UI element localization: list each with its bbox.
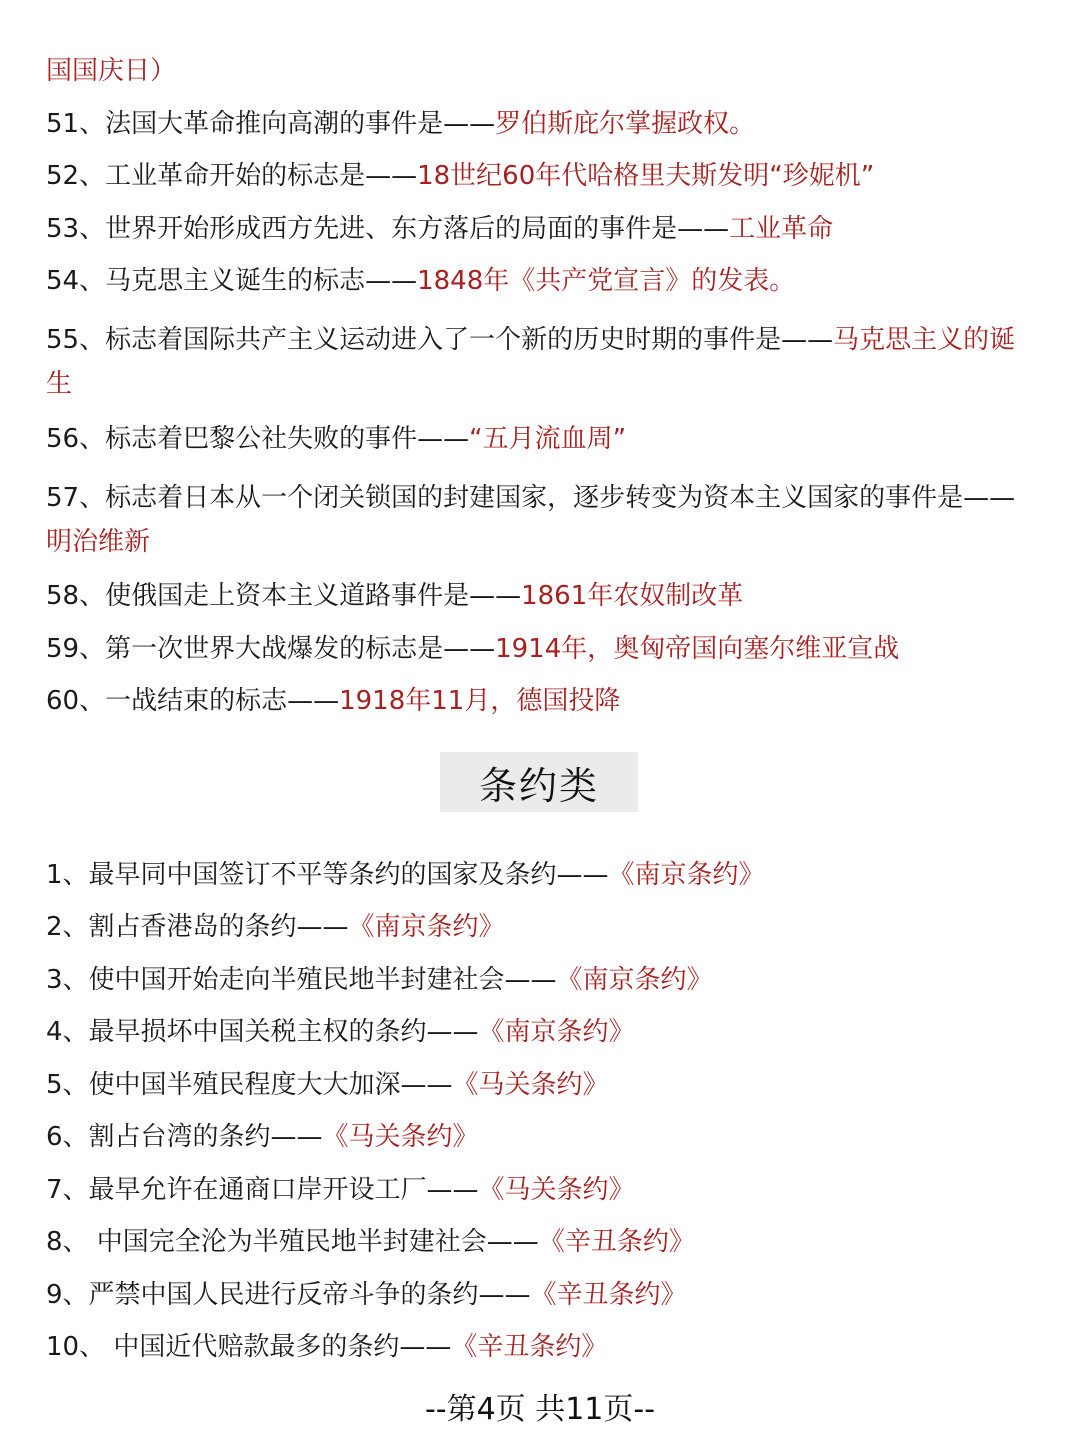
treaty-answer: 《辛丑条约》	[451, 1332, 608, 1362]
treaty-answer: 《南京条约》	[478, 1017, 635, 1047]
treaty-answer: 《辛丑条约》	[538, 1227, 695, 1257]
event-question: 59、第一次世界大战爆发的标志是——	[46, 634, 496, 664]
treaty-question: 7、最早允许在通商口岸开设工厂——	[46, 1175, 479, 1205]
event-answer: 明治维新	[46, 527, 151, 557]
event-line-57	[46, 476, 1036, 564]
event-line-51	[46, 102, 1036, 146]
event-answer: 1848年《共产党宣言》的发表。	[417, 266, 796, 296]
event-answer: 罗伯斯庇尔掌握政权。	[495, 109, 756, 139]
treaty-answer: 《南京条约》	[556, 965, 713, 995]
treaty-question: 4、最早损坏中国关税主权的条约——	[46, 1017, 479, 1047]
event-question: 55、标志着国际共产主义运动进入了一个新的历史时期的事件是——	[46, 325, 834, 355]
event-line-58	[46, 574, 1036, 618]
treaty-question: 3、使中国开始走向半殖民地半封建社会——	[46, 965, 557, 995]
event-question: 58、使俄国走上资本主义道路事件是——	[46, 581, 522, 611]
treaty-line-7	[46, 1168, 1036, 1212]
treaty-line-3	[46, 958, 1036, 1002]
event-answer: 1861年农奴制改革	[521, 581, 744, 611]
treaty-line-4	[46, 1010, 1036, 1054]
event-answer: “五月流血周”	[469, 424, 627, 454]
treaty-line-2	[46, 905, 1036, 949]
treaty-question: 2、割占香港岛的条约——	[46, 912, 349, 942]
event-answer: 国国庆日）	[46, 56, 177, 86]
treaty-question: 5、使中国半殖民程度大大加深——	[46, 1070, 453, 1100]
treaty-question: 9、严禁中国人民进行反帝斗争的条约——	[46, 1280, 531, 1310]
treaty-answer: 《南京条约》	[608, 860, 765, 890]
treaty-line-6	[46, 1115, 1036, 1159]
event-line-continuation	[46, 49, 1036, 93]
event-question: 52、工业革命开始的标志是——	[46, 161, 418, 191]
event-line-53	[46, 207, 1036, 251]
event-answer: 工业革命	[729, 214, 834, 244]
treaty-question: 10、 中国近代赔款最多的条约——	[46, 1332, 452, 1362]
treaty-question: 6、割占台湾的条约——	[46, 1122, 323, 1152]
treaty-answer: 《辛丑条约》	[530, 1280, 687, 1310]
event-question: 54、马克思主义诞生的标志——	[46, 266, 418, 296]
treaty-answer: 《马关条约》	[452, 1070, 609, 1100]
event-question: 57、标志着日本从一个闭关锁国的封建国家，逐步转变为资本主义国家的事件是——	[46, 483, 1016, 513]
event-line-54	[46, 259, 1036, 303]
treaty-line-1	[46, 853, 1036, 897]
treaty-line-9	[46, 1273, 1036, 1317]
event-answer: 18世纪60年代哈格里夫斯发明“珍妮机”	[417, 161, 875, 191]
event-line-52	[46, 154, 1036, 198]
event-question: 60、一战结束的标志——	[46, 686, 340, 716]
treaty-question: 8、 中国完全沦为半殖民地半封建社会——	[46, 1227, 539, 1257]
treaty-answer: 《南京条约》	[348, 912, 505, 942]
event-answer: 1914年，奥匈帝国向塞尔维亚宣战	[495, 634, 900, 664]
section-heading: 条约类	[478, 763, 599, 808]
event-line-60	[46, 679, 1036, 723]
event-line-56	[46, 417, 1036, 461]
event-line-55	[46, 318, 1036, 406]
event-answer: 马克思主义的诞生	[46, 325, 1016, 399]
treaty-line-5	[46, 1063, 1036, 1107]
treaty-line-8	[46, 1220, 1036, 1264]
treaty-answer: 《马关条约》	[478, 1175, 635, 1205]
treaty-answer: 《马关条约》	[322, 1122, 479, 1152]
treaty-question: 1、最早同中国签订不平等条约的国家及条约——	[46, 860, 609, 890]
section-heading-box	[440, 752, 638, 812]
event-question: 53、世界开始形成西方先进、东方落后的局面的事件是——	[46, 214, 730, 244]
event-question: 56、标志着巴黎公社失败的事件——	[46, 424, 470, 454]
treaty-line-10	[46, 1325, 1036, 1369]
event-answer: 1918年11月，德国投降	[339, 686, 621, 716]
page-footer: --第4页 共11页--	[424, 1392, 656, 1427]
event-question: 51、法国大革命推向高潮的事件是——	[46, 109, 496, 139]
event-line-59	[46, 627, 1036, 671]
